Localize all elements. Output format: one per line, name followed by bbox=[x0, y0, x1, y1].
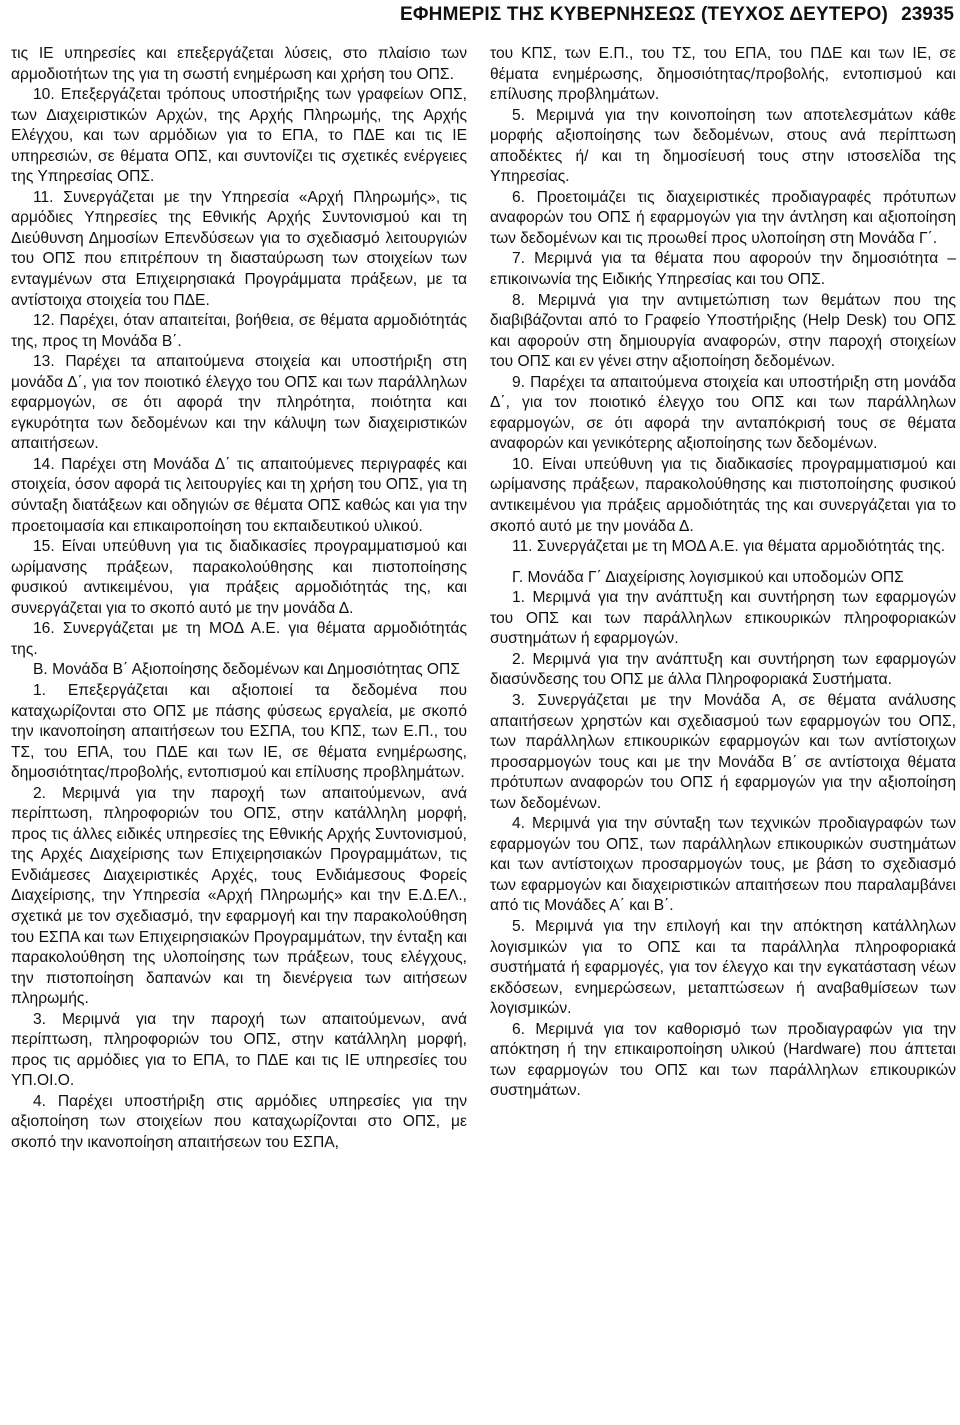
paragraph: 14. Παρέχει στη Μονάδα Δ΄ τις απαιτούμενες περιγραφές και στοιχεία, όσον αφορά τις λειτουργίες και τη χρήση του ΟΠΣ, για τη σύνταξη διατάξεων και οδηγιών σε θέματα ΟΠΣ καθώς και για την προετοιμασία και επικαιροποίηση του εκπαιδευτικού υλικού. bbox=[11, 455, 467, 535]
paragraph: του ΚΠΣ, των Ε.Π., του ΤΣ, του ΕΠΑ, του ΠΔΕ και των ΙΕ, σε θέματα ενημέρωσης, δημοσιότητας/προβολής, εντοπισμού και επίλυσης προβλημάτων. bbox=[490, 45, 956, 104]
paragraph: 6. Προετοιμάζει τις διαχειριστικές προδιαγραφές πρότυπων αναφορών του ΟΠΣ ή εφαρμογών για την άντληση και αξιοποίηση των δεδομένων και τις προωθεί προς υλοποίηση στη Μονάδα Γ΄. bbox=[490, 188, 956, 247]
paragraph: 6. Μεριμνά για τον καθορισμό των προδιαγραφών για την απόκτηση ή την επικαιροποίηση υλικού (Hardware) που άπτεται των εφαρμογών του ΟΠΣ και των παράλληλων επικουρικών συστημάτων. bbox=[490, 1020, 956, 1100]
paragraph: τις ΙΕ υπηρεσίες και επεξεργάζεται λύσεις, στο πλαίσιο των αρμοδιοτήτων της για τη σωστή ενημέρωση και χρήση του ΟΠΣ. bbox=[11, 45, 467, 83]
paragraph: 10. Επεξεργάζεται τρόπους υποστήριξης των γραφείων ΟΠΣ, των Διαχειριστικών Αρχών, της Αρχής Πληρωμής, της Αρχής Ελέγχου, και των αρμόδιων για το ΕΠΑ, το ΠΔΕ και τις ΙΕ υπηρεσιών, σε θέματα ΟΠΣ, και συντονίζει τις σχετικές ενέργειες της Υπηρεσίας ΟΠΣ. bbox=[11, 86, 467, 186]
paragraph: 9. Παρέχει τα απαιτούμενα στοιχεία και υποστήριξη στη μονάδα Δ΄, για τον ποιοτικό έλεγχο του ΟΠΣ και των παράλληλων εφαρμογών, σε ότι αφορά την ανταπόκρισή τους σε θέματα αναφορών και γενικότερης αξιοποίησης των δεδομένων. bbox=[490, 373, 956, 453]
paragraph: 1. Επεξεργάζεται και αξιοποιεί τα δεδομένα που καταχωρίζονται στο ΟΠΣ με πάσης φύσεως εργαλεία, με σκοπό την ικανοποίηση απαιτήσεων του ΕΣΠΑ, του ΚΠΣ, των Ε.Π., του ΤΣ, του ΕΠΑ, του ΠΔΕ και των ΙΕ, σε θέματα ενημέρωσης, δημοσιότητας/προβολής, εντοπισμού και επίλυσης προβλημάτων. bbox=[11, 681, 467, 782]
right-column bbox=[490, 44, 956, 1102]
section-heading: Γ. Μονάδα Γ΄ Διαχείρισης λογισμικού και υποδομών ΟΠΣ bbox=[512, 568, 904, 586]
paragraph: 8. Μεριμνά για την αντιμετώπιση των θεμάτων που της διαβιβάζονται από το Γραφείο Υποστήριξης (Help Desk) του ΟΠΣ και αφορούν στη δημιουργία αναφορών, στην παροχή στοιχείων του ΟΠΣ και εν γένει στην αξιοποίηση δεδομένων. bbox=[490, 291, 956, 371]
paragraph: 10. Είναι υπεύθυνη για τις διαδικασίες προγραμματισμού και ωρίμανσης πράξεων, παρακολούθησης και πιστοποίησης φυσικού αντικειμένου για πράξεις αρμοδιότητάς της και συνεργάζεται για το σκοπό αυτό με την μονάδα Δ. bbox=[490, 455, 956, 535]
paragraph: 13. Παρέχει τα απαιτούμενα στοιχεία και υποστήριξη στη μονάδα Δ΄, για τον ποιοτικό έλεγχο του ΟΠΣ και των παράλληλων εφαρμογών, σε ότι αφορά την πληρότητα, ποιότητα και εγκυρότητα των δεδομένων και την κάλυψη των διαχειριστικών απαιτήσεων. bbox=[11, 353, 467, 453]
page-header bbox=[0, 4, 960, 34]
paragraph: 1. Μεριμνά για την ανάπτυξη και συντήρηση των εφαρμογών του ΟΠΣ και των παράλληλων επικουρικών πληροφοριακών συστημάτων ή εφαρμογών. bbox=[490, 589, 956, 648]
section-gap bbox=[490, 558, 956, 568]
paragraph: 15. Είναι υπεύθυνη για τις διαδικασίες προγραμματισμού και ωρίμανσης πράξεων, παρακολούθησης και πιστοποίησης φυσικού αντικειμένου, για πράξεις αρμοδιότητάς της, και συνεργάζεται για το σκοπό αυτό με την μονάδα Δ. bbox=[11, 538, 467, 617]
journal-title: ΕΦΗΜΕΡΙΣ ΤΗΣ ΚΥΒΕΡΝΗΣΕΩΣ (ΤΕΥΧΟΣ ΔΕΥΤΕΡΟ) bbox=[400, 4, 888, 25]
paragraph: 7. Μεριμνά για τα θέματα που αφορούν την δημοσιότητα – επικοινωνία της Ειδικής Υπηρεσίας και του ΟΠΣ. bbox=[490, 250, 956, 289]
paragraph: 11. Συνεργάζεται με τη ΜΟΔ Α.Ε. για θέματα αρμοδιότητάς της. bbox=[512, 538, 946, 556]
section-heading: Β. Μονάδα Β΄ Αξιοποίησης δεδομένων και Δημοσιότητας ΟΠΣ bbox=[33, 661, 460, 679]
page-number: 23935 bbox=[901, 4, 954, 25]
paragraph: 3. Συνεργάζεται με την Μονάδα Α, σε θέματα ανάλυσης απαιτήσεων χρηστών και σχεδιασμού των εφαρμογών του ΟΠΣ, των παράλληλων επικουρικών εφαρμογών και των αντίστοιχων προσαρμογών τους και με την Μονάδα Β΄ σε αντίστοιχα θέματα πρότυπων αναφορών του ΟΠΣ ή εφαρμογών για την αξιοποίηση των δεδομένων. bbox=[490, 691, 956, 812]
paragraph: 4. Παρέχει υποστήριξη στις αρμόδιες υπηρεσίες για την αξιοποίηση των στοιχείων που καταχωρίζονται στο ΟΠΣ, με σκοπό την ικανοποίηση απαιτήσεων του ΕΣΠΑ, bbox=[11, 1092, 467, 1151]
paragraph: 5. Μεριμνά για την επιλογή και την απόκτηση κατάλληλων λογισμικών για το ΟΠΣ και τα παράλληλα πληροφοριακά συστήματά ή εφαρμογές, για τον έλεγχο και την εγκατάσταση νέων εκδόσεων, ενημερώσεων, μεταπτώσεων ή αναβαθμίσεων των λογισμικών. bbox=[490, 917, 956, 1018]
paragraph: 5. Μεριμνά για την κοινοποίηση των αποτελεσμάτων κάθε μορφής αξιοποίησης των δεδομένων, στους ανά περίπτωση αποδέκτες ή/ και τη δημοσίευσή τους στην ιστοσελίδα της Υπηρεσίας. bbox=[490, 106, 956, 186]
paragraph: 2. Μεριμνά για την ανάπτυξη και συντήρηση των εφαρμογών διασύνδεσης του ΟΠΣ με άλλα Πληροφοριακά Συστήματα. bbox=[490, 650, 956, 689]
paragraph: 16. Συνεργάζεται με τη ΜΟΔ Α.Ε. για θέματα αρμοδιότητάς της. bbox=[11, 620, 467, 658]
paragraph: 12. Παρέχει, όταν απαιτείται, βοήθεια, σε θέματα αρμοδιότητάς της, προς τη Μονάδα Β΄. bbox=[11, 312, 467, 350]
paragraph: 4. Μεριμνά για την σύνταξη των τεχνικών προδιαγραφών των εφαρμογών του ΟΠΣ, των παράλληλων επικουρικών συστημάτων και των αντίστοιχων προσαρμογών τους, με βάση το σχεδιασμό των εφαρμογών και διαχειριστικών απαιτήσεων που παραλαμβάνει από τις Μονάδες Α΄ και Β΄. bbox=[490, 815, 956, 915]
paragraph: 2. Μεριμνά για την παροχή των απαιτούμενων, ανά περίπτωση, πληροφοριών του ΟΠΣ, στην κατάλληλη μορφή, προς τις άλλες ειδικές υπηρεσίες της Εθνικής Αρχής Συντονισμού, της Αρχές Διαχείρισης των Επιχειρησιακών Προγραμμάτων, τις Ενδιάμεσες Διαχειριστικές Αρχές, τους Ενδιάμεσους Φορείς Διαχείρισης, την Υπηρεσία «Αρχή Πληρωμής» και την Ε.Δ.ΕΛ., σχετικά με τον σχεδιασμό, την εφαρμογή και την παρακολούθηση του ΕΣΠΑ και των Επιχειρησιακών Προγραμμάτων, την ένταξη και παρακολούθηση της υλοποίησης των πράξεων, τους ελέγχους, την πιστοποίηση δαπανών και τη διενέργεια των αιτήσεων πληρωμής. bbox=[11, 784, 467, 1008]
paragraph: 3. Μεριμνά για την παροχή των απαιτούμενων, ανά περίπτωση, πληροφοριών του ΟΠΣ, στην κατάλληλη μορφή, προς τις αρμόδιες για το ΕΠΑ, το ΠΔΕ και τις ΙΕ υπηρεσίες του ΥΠ.ΟΙ.Ο. bbox=[11, 1010, 467, 1090]
paragraph: 11. Συνεργάζεται με την Υπηρεσία «Αρχή Πληρωμής», τις αρμόδιες Υπηρεσίες της Εθνικής Αρχής Συντονισμού και τη Διεύθυνση Δημοσίων Επενδύσεων για το σχεδιασμό λειτουργιών του ΟΠΣ που επιτρέπουν τη διασταύρωση των στοιχείων των ενταγμένων στα Επιχειρησιακά Προγράμματα πράξεων, με τα αντίστοιχα στοιχεία του ΠΔΕ. bbox=[11, 188, 467, 309]
left-column bbox=[11, 44, 467, 1154]
